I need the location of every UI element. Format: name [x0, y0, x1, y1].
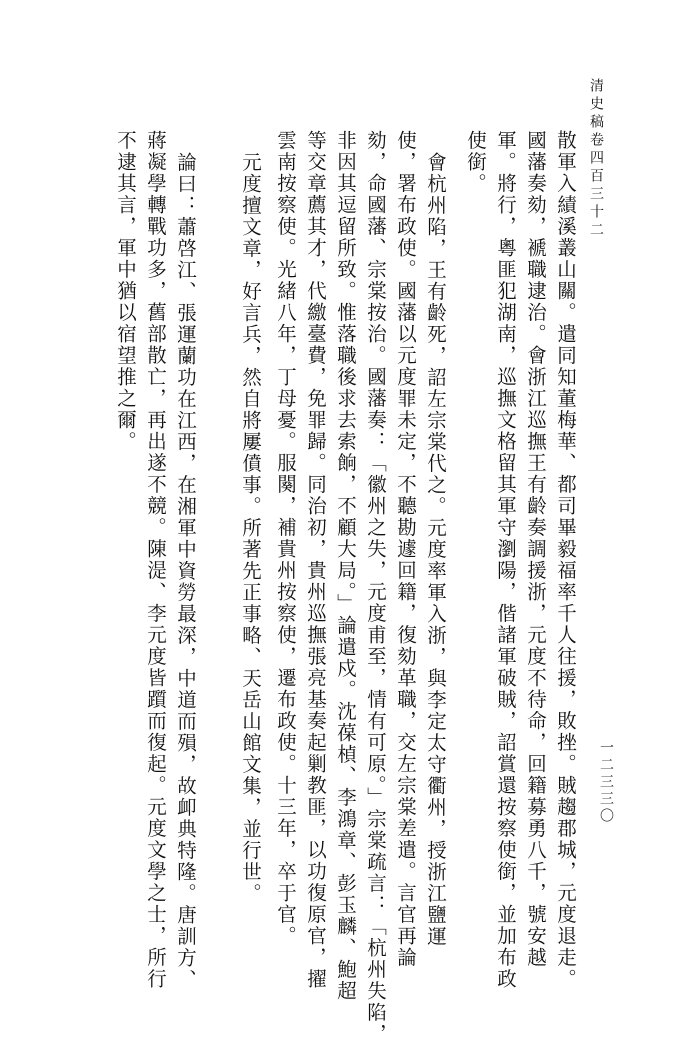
text-column-14: 不逮其言，軍中猶以宿望推之爾。	[114, 130, 137, 453]
text-column-6: 使，署布政使。國藩以元度罪未定，不聽勘遽回籍，復劾革職，交左宗棠差遣。言官再論	[394, 130, 417, 969]
text-column-8: 非因其逗留所致。惟落職後求去索餉，不顧大局。」論遣戍。沈葆楨、李鴻章、彭玉麟、鮑超	[334, 130, 357, 1002]
text-column-9: 等交章薦其才，代繳臺費，免罪歸。同治初，貴州巡撫張亮基奏起剿教匪，以功復原官，擢	[304, 130, 327, 990]
text-column-13: 蔣凝學轉戰功多，舊部散亡，再出遂不競。陳湜、李元度皆躓而復起。元度文學之士，所行	[144, 130, 167, 990]
text-column-1: 散軍入績溪叢山關。遣同知董梅華、都司畢毅福率千人往援，敗挫。賊趨郡城，元度退走。	[554, 130, 577, 990]
text-column-12: 論曰：蕭啓江、張運蘭功在江西，在湘軍中資勞最深，中道而殞，故卹典特隆。唐訓方、	[174, 152, 197, 991]
page-number: 一二三三〇	[598, 740, 614, 825]
text-column-11: 元度擅文章，好言兵，然自將屢僨事。所著先正事略、天岳山館文集，並行世。	[239, 152, 262, 905]
text-column-4: 使銜。	[464, 130, 487, 195]
text-column-5: 會杭州陷，王有齡死，詔左宗棠代之。元度率軍入浙，與李定太守衢州，授浙江鹽運	[424, 152, 447, 948]
text-column-2: 國藩奏劾，褫職逮治。會浙江巡撫王有齡奏調援浙，元度不待命，回籍募勇八千，號安越	[524, 130, 547, 969]
text-column-10: 雲南按察使。光緒八年，丁母憂。服闋，補貴州按察使，遷布政使。十三年，卒于官。	[274, 130, 297, 947]
text-column-3: 軍。將行，粵匪犯湖南，巡撫文格留其軍守瀏陽，偕諸軍破賊，詔賞還按察使銜，並加布政	[494, 130, 517, 990]
running-title: 清史稿卷四百三十二	[588, 78, 604, 240]
text-column-7: 劾，命國藩、宗棠按治。國藩奏：「徽州之失，元度甫至，情有可原。」宗棠疏言：「杭州失陷，	[364, 130, 387, 1045]
